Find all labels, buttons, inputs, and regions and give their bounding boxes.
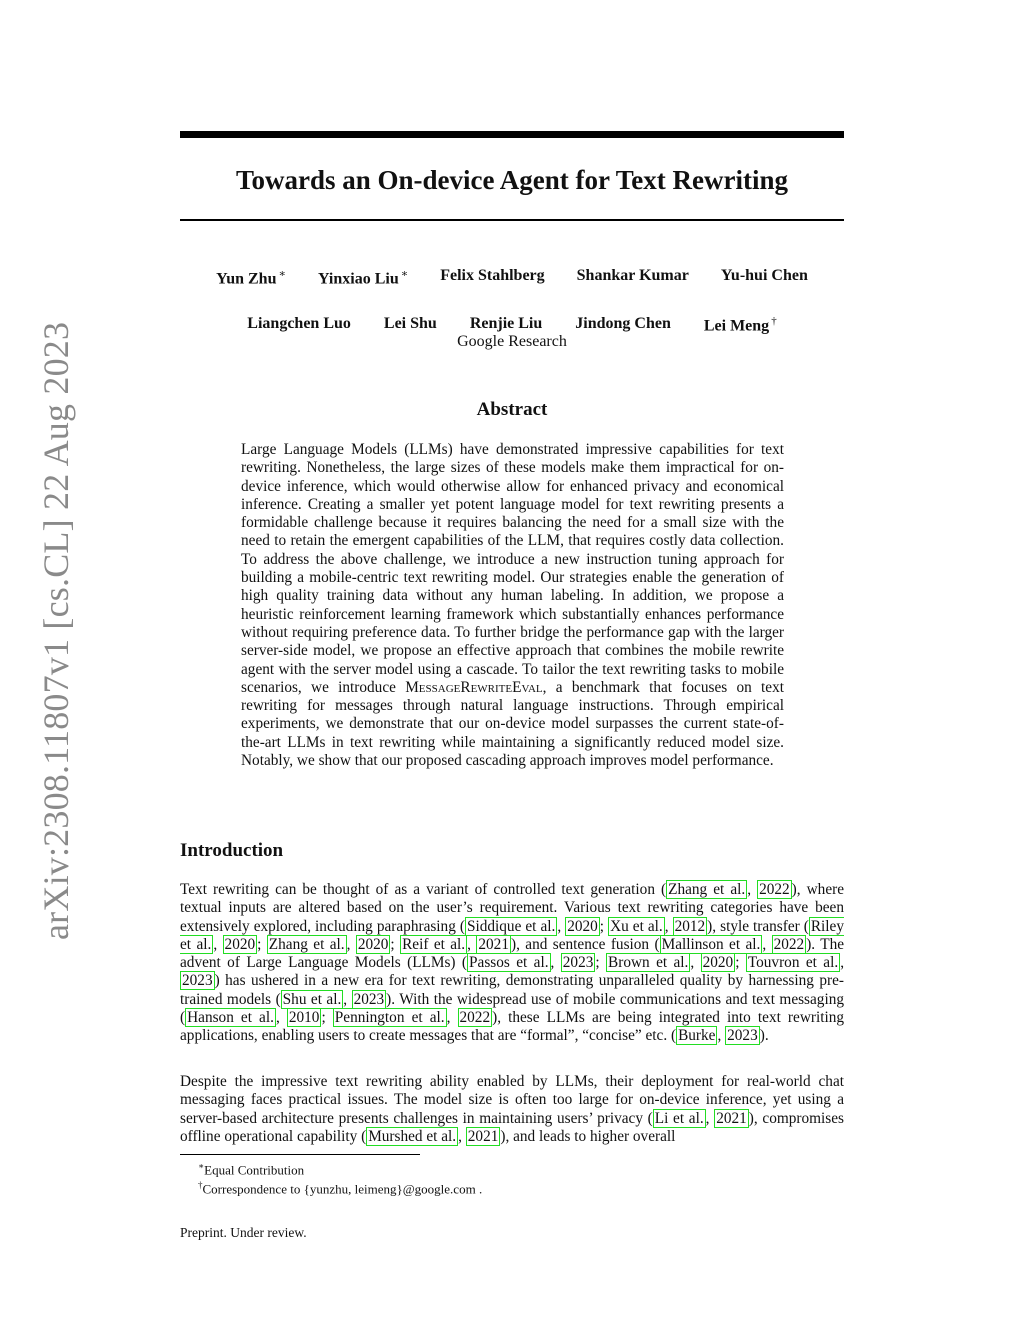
- footnote-equal-contribution: ∗Equal Contribution: [198, 1161, 305, 1178]
- affiliation: Google Research: [457, 333, 567, 350]
- citation-link[interactable]: Reif et al.: [402, 935, 466, 953]
- citation-link[interactable]: Passos et al.: [469, 954, 549, 972]
- citation-link[interactable]: 2020: [702, 954, 734, 972]
- citation-link[interactable]: Mallinson et al.: [661, 935, 761, 953]
- citation-link[interactable]: 2022: [773, 935, 805, 953]
- citation-link[interactable]: 2023: [562, 954, 594, 972]
- citation-link[interactable]: Pennington et al.: [334, 1009, 445, 1027]
- citation-link[interactable]: Burke: [678, 1027, 716, 1045]
- author: Renjie Liu: [469, 315, 543, 332]
- abstract-body: Large Language Models (LLMs) have demonstrated impressive capabilities for text rewriting. Nonetheless, the large sizes of these models make them impractical for on-device inference, which would otherwise allow for enhanced privacy and economical inference. Creating a smaller yet potent language model for text rewriting presents a formidable challenge because it requires balancing the need for a small size with the need to retain the emergent capabilities of the LLM, that requires costly data collection. To address the above challenge, we introduce a new instruction tuning approach for building a mobile-centric text rewriting model. Our strategies enable the generation of high quality training data without any human labeling. In addition, we propose a heuristic reinforcement learning framework which substantially enhances performance without requiring preference data. To further bridge the performance gap with the larger server-side model, we propose an effective approach that combines the mobile rewrite agent with the server model using a cascade. To tailor the text rewriting tasks to mobile scenarios, we introduce MessageRewriteEval, a benchmark that focuses on text rewriting for messages through natural language instructions. Through empirical experiments, we demonstrate that our on-device model surpasses the current state-of-the-art LLMs in text rewriting while maintaining a significantly reduced model size. Notably, we show that our proposed cascading approach improves model performance.: [241, 441, 784, 770]
- intro-paragraph-2: Despite the impressive text rewriting ability enabled by LLMs, their deployment for real-world chat messaging faces practical issues. The model size is often too large for on-device inference, yet using a server-based architecture presents challenges in maintaining users’ privacy ( Li et al. , 2021 ), compromises offline operational capability ( Murshed et al. , 2021 ), and leads to higher overall: [180, 1073, 844, 1145]
- author: Lei Meng †: [703, 315, 777, 335]
- citation-link[interactable]: Murshed et al.: [368, 1127, 457, 1145]
- citation-link[interactable]: Siddique et al.: [466, 917, 556, 935]
- citation-link[interactable]: 2021: [716, 1109, 747, 1127]
- citation-link[interactable]: 2010: [288, 1009, 320, 1027]
- citation-link[interactable]: Zhang et al.: [268, 935, 345, 953]
- citation-link[interactable]: 2012: [674, 917, 706, 935]
- authors-row-1: [180, 267, 844, 288]
- citation-link[interactable]: Li et al.: [654, 1109, 704, 1127]
- title-bottom-rule: [180, 219, 844, 221]
- citation-link[interactable]: Riley et al.: [180, 917, 845, 953]
- author: Shankar Kumar: [576, 267, 689, 284]
- citation-link[interactable]: 2020: [567, 917, 598, 935]
- author: Yun Zhu ∗: [216, 268, 286, 288]
- author: Liangchen Luo: [247, 315, 351, 332]
- benchmark-name: MessageRewriteEval: [405, 678, 543, 696]
- author: Lei Shu: [383, 315, 437, 332]
- citation-link[interactable]: Shu et al.: [282, 990, 342, 1008]
- abstract-heading: Abstract: [476, 399, 548, 420]
- author: Jindong Chen: [575, 315, 671, 332]
- citation-link[interactable]: 2022: [459, 1009, 491, 1027]
- author: Yinxiao Liu ∗: [317, 268, 409, 288]
- citation-link[interactable]: Xu et al.: [610, 917, 663, 935]
- footnote-rule: [180, 1154, 420, 1155]
- citation-link[interactable]: 2022: [759, 881, 790, 898]
- title-top-rule: [180, 131, 844, 138]
- citation-link[interactable]: 2023: [353, 990, 385, 1008]
- citation-link[interactable]: 2020: [224, 935, 256, 953]
- citation-link[interactable]: Zhang et al.: [668, 881, 746, 898]
- arxiv-identifier: arXiv:2308.11807v1 [cs.CL] 22 Aug 2023: [36, 321, 76, 940]
- preprint-notice: Preprint. Under review.: [180, 1225, 307, 1240]
- author: Felix Stahlberg: [440, 267, 545, 284]
- intro-paragraph-1: Text rewriting can be thought of as a variant of controlled text generation ( Zhang et al. , 2022 ), where textual inputs are altered based on the user’s requirement. Various text rewriting categories have been extensively explored, including paraphrasing ( Siddique et al. , 2020 ; Xu et al. , 2012 ), style transfer ( Riley et al. , 2020 ; Zhang et al. , 2020 ; Reif et al. , 2021 ), and sentence fusion ( Mallinson et al. , 2022 ). The advent of Large Language Models (LLMs) ( Passos et al. , 2023 ; Brown et al. , 2020 ; Touvron et al. , 2023 ) has ushered in a new era for text rewriting, demonstrating unparalleled quality by harnessing pre-trained models ( Shu et al. , 2023 ). With the widespread use of mobile communications and text messaging ( Hanson et al. , 2010 ; Pennington et al. , 2022 ), these LLMs are being integrated into text rewriting applications, enabling users to create messages that are “formal”, “concise” etc. ( Burke , 2023 ).: [180, 881, 845, 1045]
- footnote-correspondence: †Correspondence to {yunzhu, leimeng}@google.com .: [198, 1180, 483, 1197]
- paper-title: Towards an On-device Agent for Text Rewriting: [235, 165, 788, 195]
- citation-link[interactable]: 2023: [182, 972, 213, 990]
- citation-link[interactable]: Hanson et al.: [187, 1009, 274, 1027]
- citation-link[interactable]: 2021: [467, 1127, 499, 1145]
- citation-link[interactable]: 2023: [727, 1027, 758, 1045]
- citation-link[interactable]: Brown et al.: [608, 954, 689, 972]
- author: Yu-hui Chen: [720, 267, 808, 284]
- citation-link[interactable]: 2020: [357, 935, 389, 953]
- introduction-heading: Introduction: [180, 840, 284, 861]
- citation-link[interactable]: 2021: [478, 935, 509, 953]
- citation-link[interactable]: Touvron et al.: [747, 954, 839, 972]
